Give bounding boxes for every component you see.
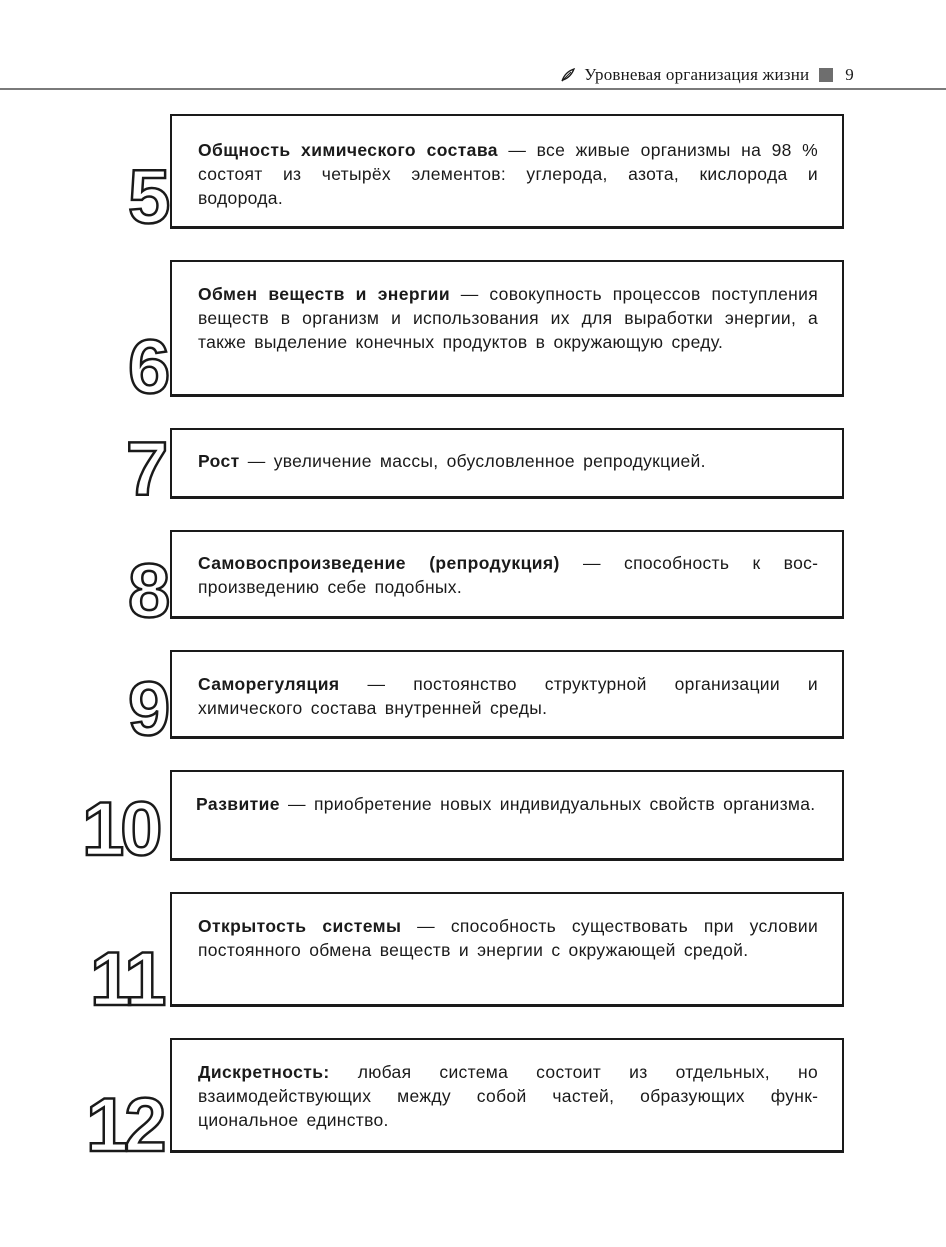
definition-separator: —: [559, 553, 625, 573]
definition-card: [170, 530, 844, 618]
definition-separator: —: [339, 674, 414, 694]
definition-card: [170, 260, 844, 396]
definition-body: способность существовать при условии постоянного обмена веществ и энергии с окружающей средой.: [198, 916, 819, 960]
definition-text: [198, 138, 818, 210]
item-number: 5: [128, 155, 167, 240]
item-number: 9: [128, 667, 167, 752]
item-number: 11: [90, 937, 163, 1022]
definition-body: увеличение массы, обусловленное репродукцией.: [273, 451, 706, 471]
definition-separator: —: [497, 140, 537, 160]
definition-text: [196, 792, 818, 816]
definition-term: Саморегуляция: [198, 674, 340, 694]
definition-card: [170, 892, 844, 1006]
leaf-icon: [560, 67, 576, 83]
square-icon: [819, 68, 833, 82]
definition-term: Дискретность:: [198, 1062, 330, 1082]
definition-separator: [330, 1062, 358, 1082]
item-number: 10: [82, 787, 159, 872]
running-head-title: Уровневая организация жизни: [584, 65, 810, 84]
item-number: 7: [126, 427, 165, 512]
running-head: [560, 64, 854, 86]
definition-body: совокупность процессов поступления веществ в организм и использования их для выработки энергии, а также выделение конечных продуктов в окружающую среду.: [198, 284, 818, 352]
definition-card: [170, 650, 844, 738]
definition-card: [170, 1038, 844, 1152]
definition-body: постоянство структурной организации и химического состава внутренней среды.: [198, 674, 818, 718]
definition-body: приобретение новых индивидуальных свойств организма.: [314, 794, 816, 814]
header-rule: [0, 88, 946, 90]
definition-body: способность к воспроизведению себе подобных.: [198, 553, 818, 597]
definition-separator: —: [239, 451, 274, 471]
definition-card: [170, 770, 844, 860]
definition-term: Общность химического состава: [198, 140, 498, 160]
definition-term: Открытость системы: [198, 916, 402, 936]
definition-body: все живые организмы на 98 % состоят из четырёх элементов: углерода, азота, кислорода и водорода.: [198, 140, 818, 208]
definition-card: [170, 428, 844, 498]
definition-separator: —: [401, 916, 451, 936]
definition-text: [198, 1060, 818, 1132]
definition-text: [198, 551, 818, 599]
page-number: 9: [845, 65, 854, 84]
definition-term: Обмен веществ и энергии: [198, 284, 450, 304]
item-number: 6: [128, 325, 167, 410]
definition-text: [198, 914, 818, 962]
definition-term: Рост: [198, 451, 240, 471]
item-number: 12: [86, 1083, 163, 1168]
definition-separator: —: [279, 794, 314, 814]
definition-text: [198, 672, 818, 720]
definition-text: [198, 449, 818, 473]
definition-separator: —: [449, 284, 490, 304]
definition-body: любая система состоит из отдельных, но взаимодействующих между собой частей, образующих функциональное единство.: [198, 1062, 818, 1130]
definition-card: [170, 114, 844, 228]
item-number: 8: [128, 549, 167, 634]
definition-term: Самовоспроизведение (репродукция): [198, 553, 560, 573]
definition-term: Развитие: [196, 794, 280, 814]
definition-text: [198, 282, 818, 354]
